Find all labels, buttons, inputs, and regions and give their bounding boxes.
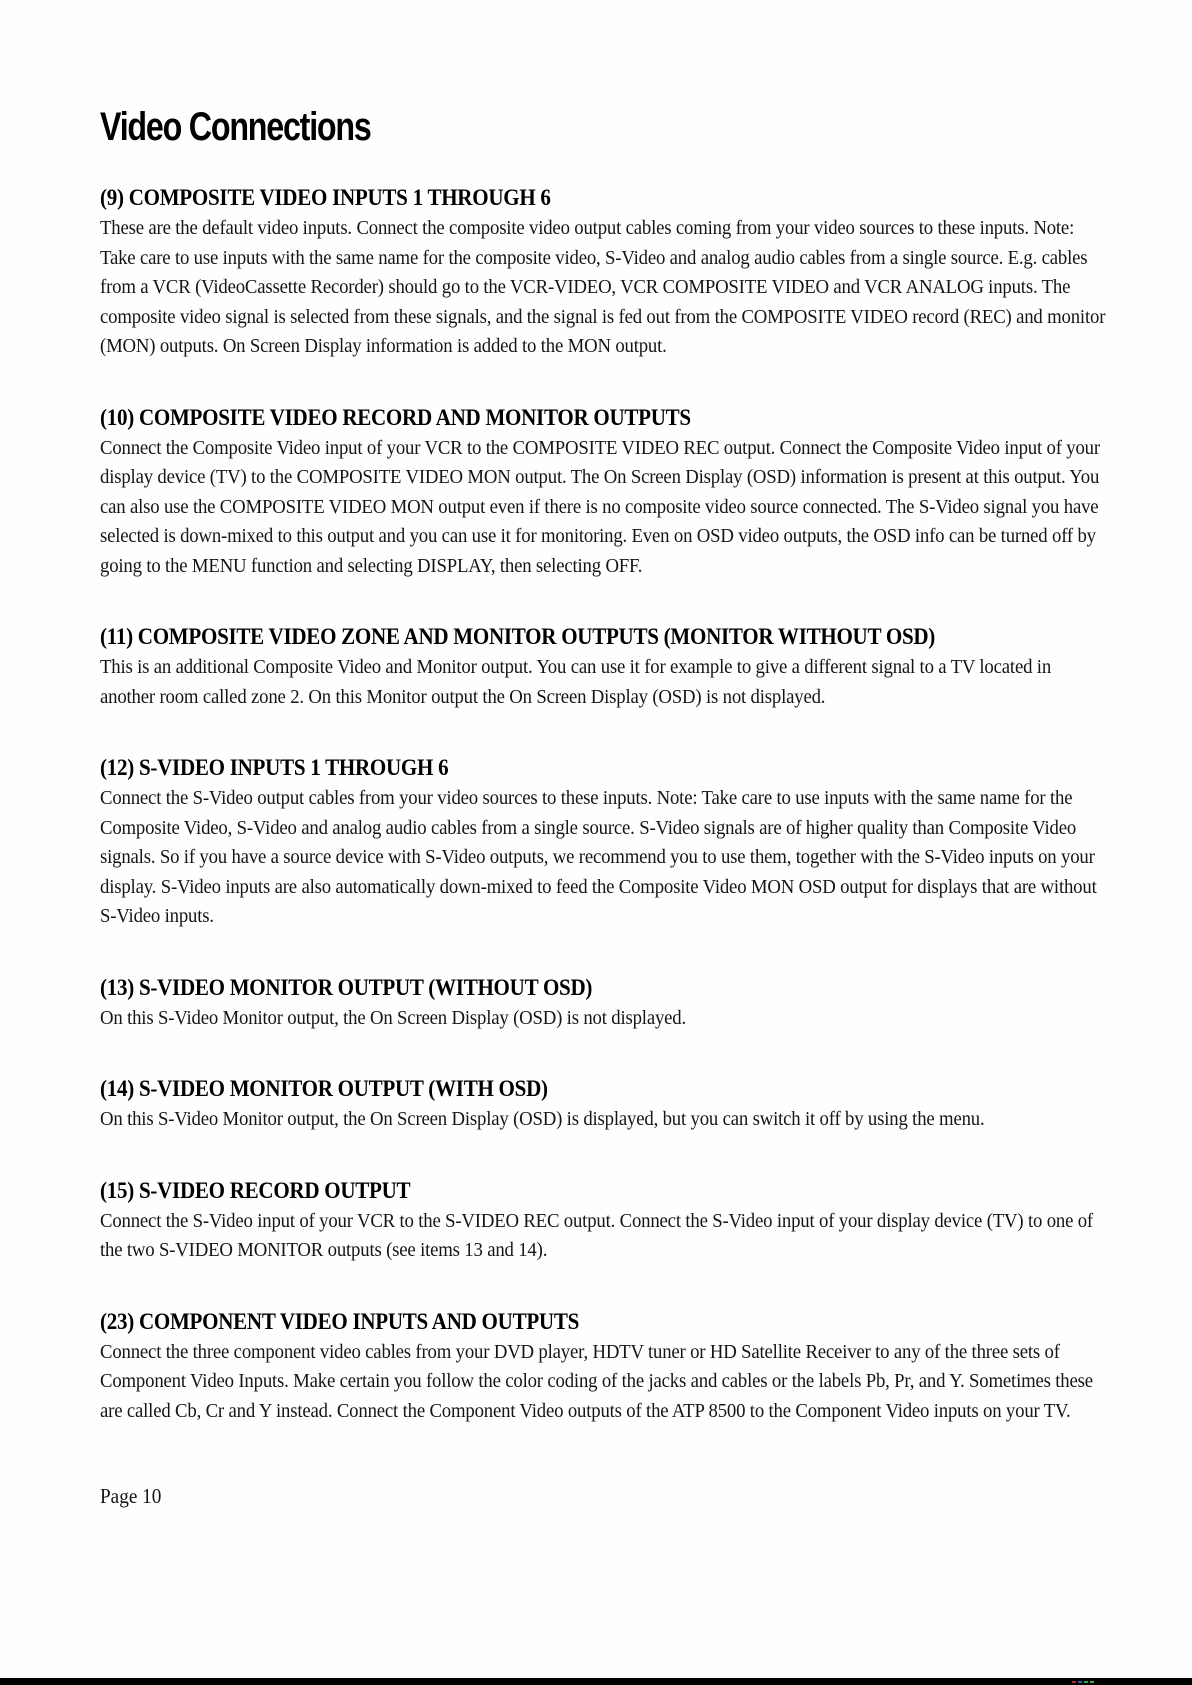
page-content <box>100 106 1108 1508</box>
section-heading: (15) S-VIDEO RECORD OUTPUT <box>100 1177 411 1203</box>
section-composite-record-monitor-outputs <box>100 404 1108 582</box>
bottom-scan-bar <box>0 1678 1192 1685</box>
section-body: On this S-Video Monitor output, the On Screen Display (OSD) is not displayed. <box>100 1006 687 1029</box>
section-svideo-record-output <box>100 1177 1108 1266</box>
section-heading: (12) S-VIDEO INPUTS 1 THROUGH 6 <box>100 755 449 780</box>
section-component-video-inputs-outputs <box>100 1308 1108 1427</box>
section-body: This is an additional Composite Video and Monitor output. You can use it for example to give a different signal to a TV located in another room called zone 2. On this Monitor output the On Screen Display (OSD) is not displayed. <box>100 656 1052 708</box>
section-composite-zone-monitor-outputs <box>100 623 1108 712</box>
scan-artifact-dot <box>1090 1681 1094 1683</box>
section-body: Connect the Composite Video input of your VCR to the COMPOSITE VIDEO REC output. Connect the Composite Video input of your display device (TV) to the COMPOSITE VIDEO MON output. The On Screen Display (OSD) information is present at this output. You can also use the COMPOSITE VIDEO MON output even if there is no composite video source connected. The S-Video signal you have selected is down-mixed to this output and you can use it for monitoring. Even on OSD video outputs, the OSD info can be turned off by going to the MENU function and selecting DISPLAY, then selecting OFF. <box>100 436 1100 577</box>
section-body: Connect the S-Video input of your VCR to the S-VIDEO REC output. Connect the S-Video input of your display device (TV) to one of the two S-VIDEO MONITOR outputs (see items 13 and 14). <box>100 1209 1093 1261</box>
section-body: These are the default video inputs. Connect the composite video output cables coming from your video sources to these inputs. Note: Take care to use inputs with the same name for the composite video, S-Video and analog audio cables from a single source. E.g. cables from a VCR (VideoCassette Recorder) should go to the VCR-VIDEO, VCR COMPOSITE VIDEO and VCR ANALOG inputs. The composite video signal is selected from these signals, and the signal is fed out from the COMPOSITE VIDEO record (REC) and monitor (MON) outputs. On Screen Display information is added to the MON output. <box>100 217 1106 357</box>
section-svideo-inputs <box>100 754 1108 932</box>
page-title: Video Connections <box>100 105 371 149</box>
section-svideo-monitor-with-osd <box>100 1075 1108 1135</box>
scan-artifact-dot <box>1084 1681 1088 1683</box>
scan-artifact-dot <box>1072 1681 1076 1683</box>
section-svideo-monitor-without-osd <box>100 974 1108 1034</box>
section-body: Connect the S-Video output cables from your video sources to these inputs. Note: Take care to use inputs with the same name for the Composite Video, S-Video and analog audio cables from a single source. S-Video signals are of higher quality than Composite Video signals. So if you have a source device with S-Video outputs, we recommend you to use them, together with the S-Video inputs on your display. S-Video inputs are also automatically down-mixed to feed the Composite Video MON OSD output for displays that are without S-Video inputs. <box>100 787 1097 927</box>
scan-artifact-dot <box>1078 1681 1082 1683</box>
section-composite-video-inputs <box>100 184 1108 362</box>
section-body: On this S-Video Monitor output, the On Screen Display (OSD) is displayed, but you can switch it off by using the menu. <box>100 1108 985 1130</box>
page-number: Page 10 <box>100 1484 162 1508</box>
section-heading: (11) COMPOSITE VIDEO ZONE AND MONITOR OUTPUTS (MONITOR WITHOUT OSD) <box>100 624 936 649</box>
section-body: Connect the three component video cables from your DVD player, HDTV tuner or HD Satellite Receiver to any of the three sets of Component Video Inputs. Make certain you follow the color coding of the jacks and cables or the labels Pb, Pr, and Y. Sometimes these are called Cb, Cr and Y instead. Connect the Component Video outputs of the ATP 8500 to the Component Video inputs on your TV. <box>100 1340 1093 1422</box>
section-heading: (9) COMPOSITE VIDEO INPUTS 1 THROUGH 6 <box>100 185 551 210</box>
section-heading: (14) S-VIDEO MONITOR OUTPUT (WITH OSD) <box>100 1076 548 1101</box>
section-heading: (23) COMPONENT VIDEO INPUTS AND OUTPUTS <box>100 1308 580 1334</box>
section-heading: (10) COMPOSITE VIDEO RECORD AND MONITOR OUTPUTS <box>100 404 691 430</box>
sections-container <box>100 184 1108 1426</box>
section-heading: (13) S-VIDEO MONITOR OUTPUT (WITHOUT OSD) <box>100 974 593 1000</box>
